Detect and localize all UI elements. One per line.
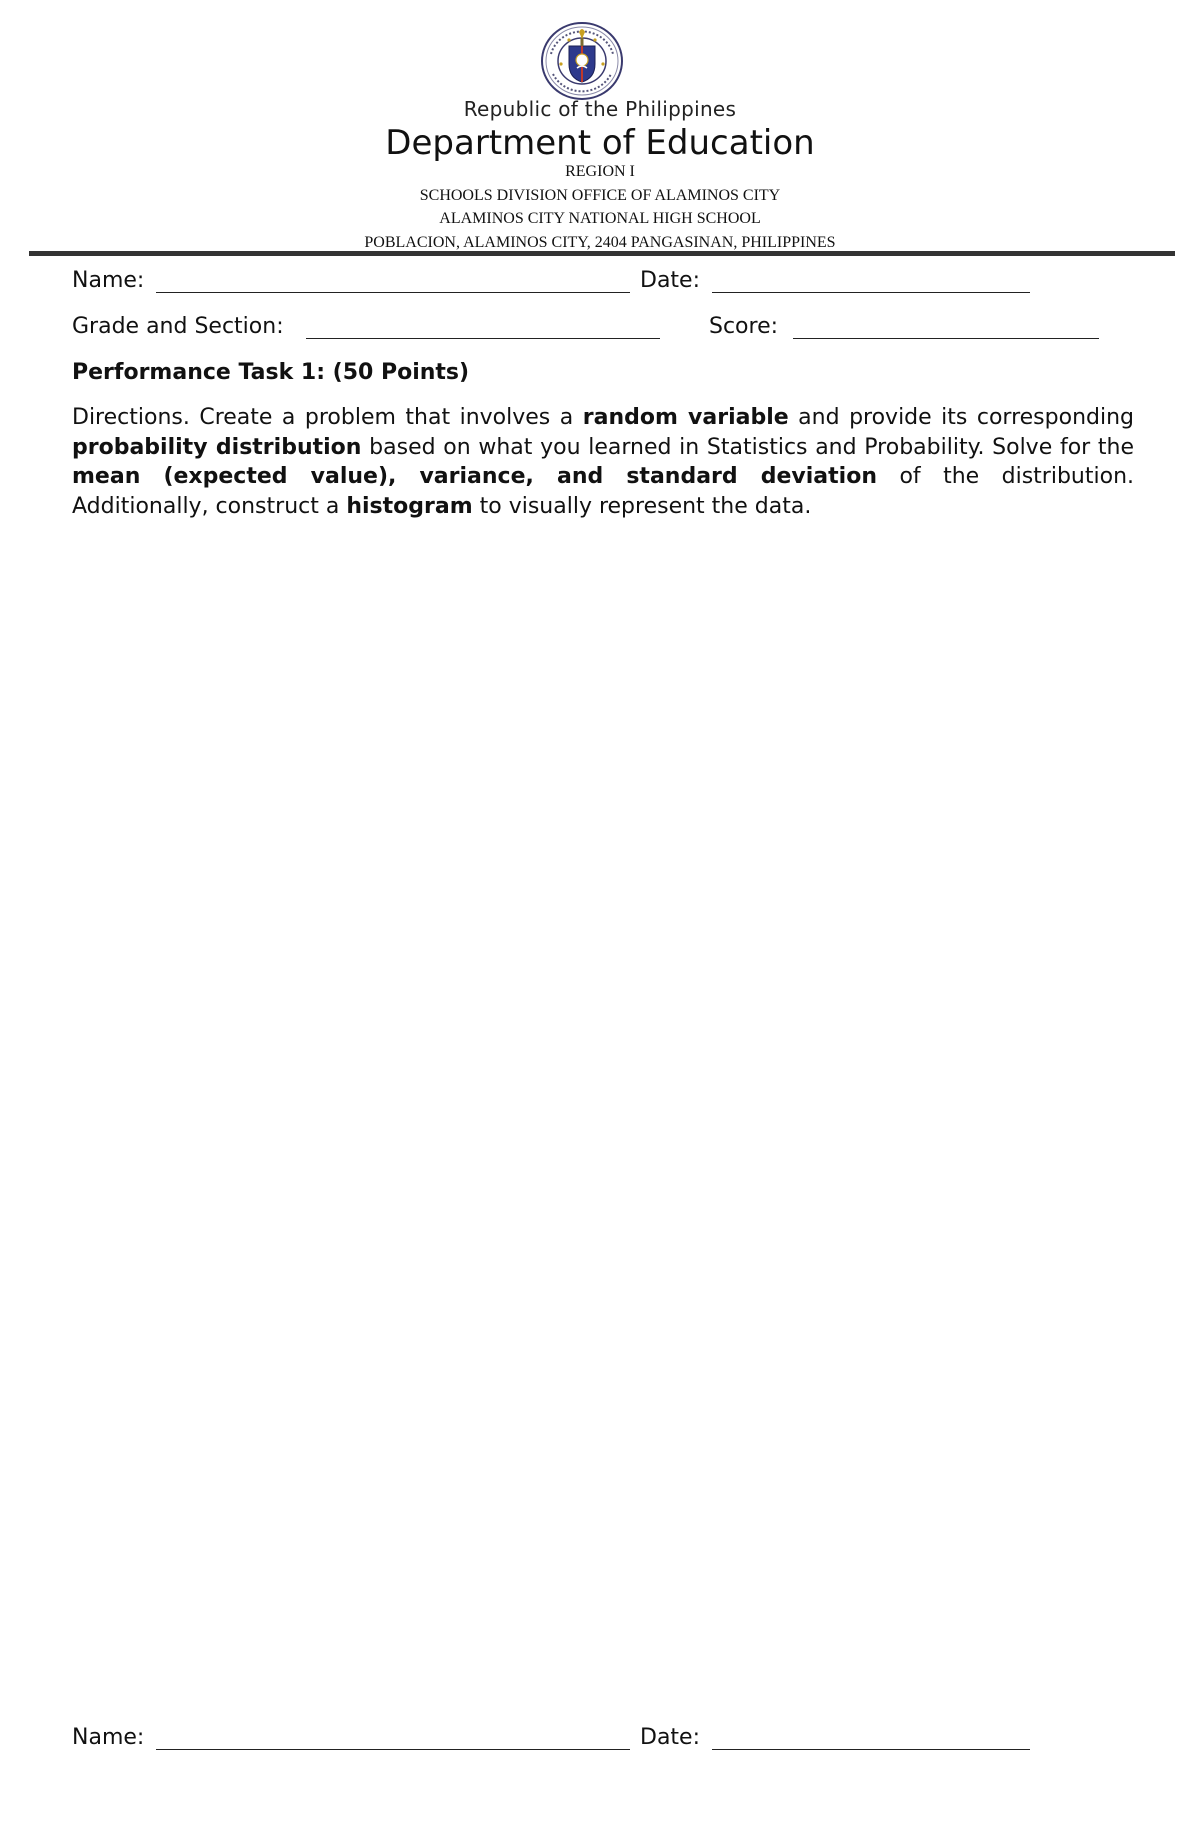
directions-text: of the distribution. Additionally, construct a <box>72 464 1135 519</box>
directions-emphasis: histogram <box>346 493 473 519</box>
score-field[interactable] <box>793 338 1099 339</box>
bottom-name-field[interactable] <box>156 1749 630 1750</box>
name-field[interactable] <box>156 292 630 293</box>
region-line: REGION I <box>565 163 635 180</box>
directions-emphasis: random variable <box>582 405 789 430</box>
name-date-row <box>0 268 1200 298</box>
grade-section-field[interactable] <box>306 338 660 339</box>
bottom-date-label: Date: <box>640 1725 700 1750</box>
directions-emphasis: mean (expected value), variance, and standard deviation <box>72 464 877 489</box>
bottom-name-label: Name: <box>72 1725 145 1750</box>
directions-text: to visually represent the data. <box>472 493 812 519</box>
directions-text: and provide its corresponding <box>788 405 1134 430</box>
task-title: Performance Task 1: (50 Points) <box>72 360 470 385</box>
directions-text: based on what you learned in Statistics and Probability. Solve for the <box>361 434 1135 460</box>
deped-seal-icon <box>539 20 625 102</box>
date-label: Date: <box>640 268 700 293</box>
grade-score-row <box>0 314 1200 344</box>
department-title: Department of Education <box>385 123 815 163</box>
grade-section-label: Grade and Section: <box>72 314 284 339</box>
division-line: SCHOOLS DIVISION OFFICE OF ALAMINOS CITY <box>419 187 781 204</box>
task-directions <box>72 403 1134 521</box>
directions-text: Directions. Create a problem that involves a <box>72 405 583 430</box>
directions-emphasis: probability distribution <box>72 434 362 460</box>
school-line: ALAMINOS CITY NATIONAL HIGH SCHOOL <box>439 210 761 227</box>
header-divider <box>29 251 1175 256</box>
republic-heading: Republic of the Philippines <box>463 97 737 121</box>
name-label: Name: <box>72 268 145 293</box>
bottom-name-date-row <box>0 1725 1200 1755</box>
bottom-date-field[interactable] <box>712 1749 1030 1750</box>
date-field[interactable] <box>712 292 1030 293</box>
score-label: Score: <box>709 314 779 339</box>
address-line: POBLACION, ALAMINOS CITY, 2404 PANGASINAN, PHILIPPINES <box>364 234 836 251</box>
